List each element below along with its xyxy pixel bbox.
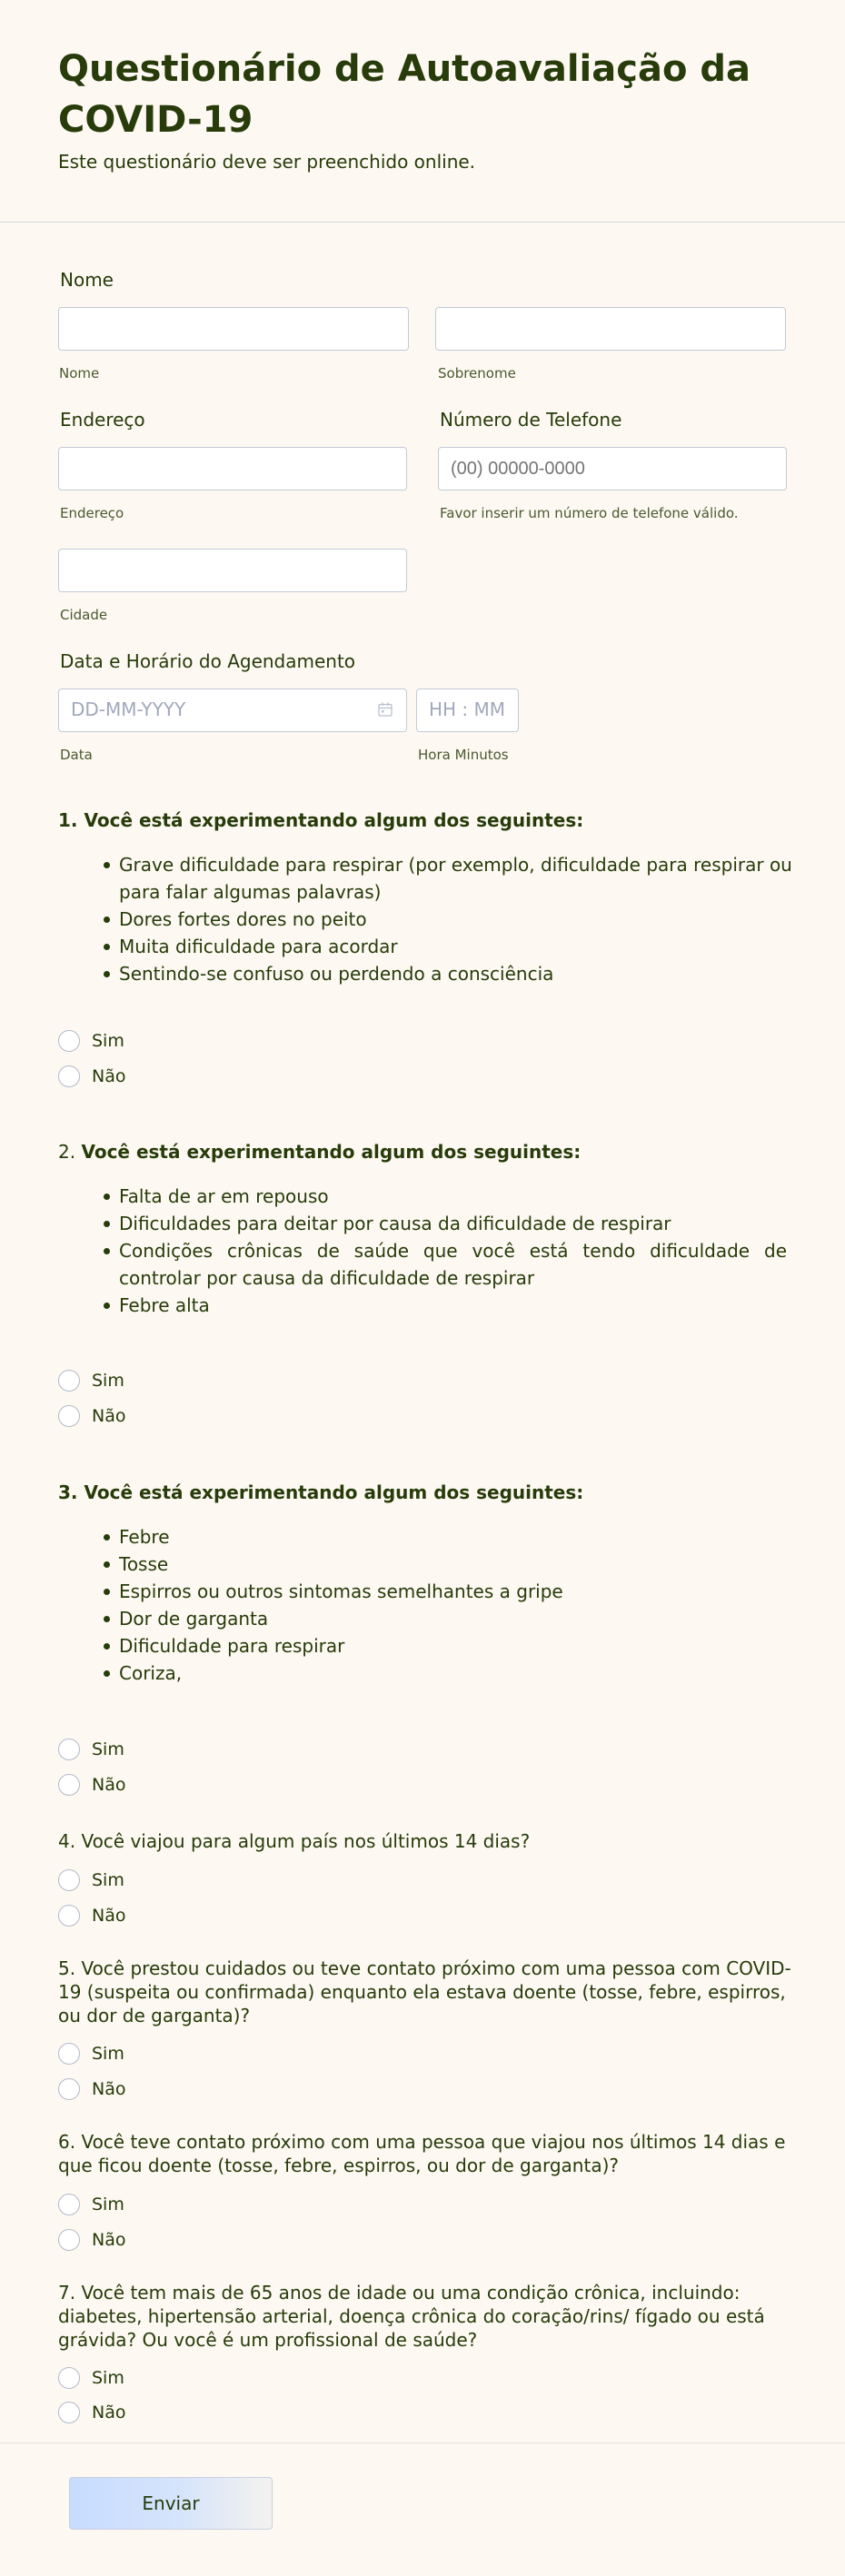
date-placeholder: DD-MM-YYYY (71, 698, 186, 720)
list-item: Febre (75, 1523, 801, 1551)
question-3-no[interactable] (58, 1773, 125, 1797)
radio-label: Sim (92, 1739, 124, 1759)
list-item: Grave dificuldade para respirar (por exemplo, dificuldade para respirar ou para falar algumas palavras) (75, 851, 801, 906)
radio-button[interactable] (58, 2078, 80, 2100)
radio-button[interactable] (58, 2194, 80, 2215)
list-item: Dor de garganta (75, 1605, 801, 1632)
question-2-title (58, 1140, 794, 1164)
question-2-text: Você está experimentando algum dos seguintes: (81, 1141, 582, 1163)
last-name-sublabel: Sobrenome (438, 365, 516, 381)
radio-label: Não (92, 1066, 126, 1086)
address-sublabel: Endereço (60, 505, 124, 521)
list-item: Falta de ar em repouso (75, 1183, 787, 1210)
question-1-title: 1. Você está experimentando algum dos seguintes: (58, 809, 584, 831)
form-subtitle: Este questionário deve ser preenchido online. (58, 151, 476, 173)
first-name-input[interactable] (58, 307, 409, 351)
radio-button[interactable] (58, 2367, 80, 2389)
list-item: Dificuldade para respirar (75, 1632, 801, 1660)
question-7-no[interactable] (58, 2401, 125, 2424)
list-item: Tosse (75, 1551, 801, 1578)
radio-button[interactable] (58, 2043, 80, 2065)
question-2-yes[interactable] (58, 1369, 124, 1392)
list-item: Dores fortes dores no peito (75, 906, 801, 933)
radio-label: Sim (92, 2195, 124, 2214)
city-input[interactable] (58, 549, 407, 592)
question-5-title: 5. Você prestou cuidados ou teve contato próximo com uma pessoa com COVID-19 (suspeita ou confirmada) enquanto ela estava doente (tosse, febre, espirros, ou dor de garganta)? (58, 1957, 791, 2026)
list-item: Sentindo-se confuso ou perdendo a consciência (75, 960, 801, 987)
form-header (0, 0, 845, 223)
radio-button[interactable] (58, 1905, 80, 1927)
question-7-yes[interactable] (58, 2366, 124, 2390)
name-label: Nome (60, 269, 114, 291)
phone-label: Número de Telefone (440, 409, 622, 431)
radio-button[interactable] (58, 1869, 80, 1891)
list-item: Muita dificuldade para acordar (75, 933, 801, 960)
calendar-icon[interactable] (377, 701, 393, 718)
phone-input[interactable] (438, 447, 787, 490)
list-item: Condições crônicas de saúde que você está tendo dificuldade de controlar por causa da dificuldade de respirar (75, 1237, 787, 1292)
list-item: Febre alta (75, 1292, 787, 1319)
question-1-yes[interactable] (58, 1029, 124, 1053)
question-5-no[interactable] (58, 2077, 125, 2101)
time-placeholder: HH : MM (429, 698, 506, 720)
date-input[interactable] (58, 689, 407, 732)
radio-label: Não (92, 1406, 126, 1426)
question-4-no[interactable] (58, 1904, 125, 1927)
form-title: Questionário de Autoavaliação da COVID-19 (58, 48, 751, 141)
question-1-no[interactable] (58, 1065, 125, 1088)
list-item: Coriza, (75, 1660, 801, 1687)
radio-button[interactable] (58, 1370, 80, 1392)
list-item: Espirros ou outros sintomas semelhantes a gripe (75, 1578, 801, 1605)
question-6-yes[interactable] (58, 2193, 124, 2216)
radio-label: Sim (92, 1371, 124, 1391)
time-sublabel: Hora Minutos (418, 747, 509, 763)
first-name-sublabel: Nome (59, 365, 100, 381)
submit-button[interactable]: Enviar (69, 2477, 273, 2530)
question-2-list (75, 1183, 787, 1319)
question-7-title: 7. Você tem mais de 65 anos de idade ou uma condição crônica, incluindo: diabetes, hipertensão arterial, doença crônica do coração/rins/ fígado ou está grávida? Ou você é um profissional de saúde? (58, 2282, 765, 2351)
question-2-number: 2. (58, 1141, 76, 1163)
radio-label: Sim (92, 2368, 124, 2388)
address-input[interactable] (58, 447, 407, 490)
radio-label: Não (92, 2079, 126, 2099)
time-input[interactable] (416, 689, 519, 732)
question-3-list (75, 1523, 801, 1687)
phone-sublabel: Favor inserir um número de telefone válido. (440, 505, 739, 521)
radio-button[interactable] (58, 1774, 80, 1796)
list-item: Dificuldades para deitar por causa da dificuldade de respirar (75, 1210, 787, 1237)
radio-label: Sim (92, 1031, 124, 1051)
question-4-title: 4. Você viajou para algum país nos últimos 14 dias? (58, 1830, 531, 1852)
address-label: Endereço (60, 409, 145, 431)
last-name-input[interactable] (435, 307, 786, 351)
question-3-title: 3. Você está experimentando algum dos seguintes: (58, 1481, 584, 1503)
radio-label: Não (92, 1906, 126, 1926)
appointment-label: Data e Horário do Agendamento (60, 650, 356, 672)
radio-button[interactable] (58, 1065, 80, 1087)
question-3-yes[interactable] (58, 1738, 124, 1761)
question-6-title: 6. Você teve contato próximo com uma pessoa que viajou nos últimos 14 dias e que ficou doente (tosse, febre, espirros, ou dor de garganta)? (58, 2131, 786, 2176)
radio-label: Sim (92, 2044, 124, 2064)
footer-divider (0, 2442, 845, 2443)
radio-label: Sim (92, 1870, 124, 1890)
question-5-yes[interactable] (58, 2042, 124, 2066)
radio-button[interactable] (58, 2229, 80, 2251)
radio-button[interactable] (58, 2402, 80, 2423)
radio-label: Não (92, 1775, 126, 1795)
question-4-yes[interactable] (58, 1868, 124, 1892)
radio-label: Não (92, 2403, 126, 2422)
date-sublabel: Data (60, 747, 93, 763)
radio-button[interactable] (58, 1739, 80, 1760)
question-2-no[interactable] (58, 1404, 125, 1428)
question-1-list (75, 851, 801, 987)
radio-button[interactable] (58, 1405, 80, 1427)
question-6-no[interactable] (58, 2228, 125, 2252)
city-sublabel: Cidade (60, 607, 108, 623)
radio-button[interactable] (58, 1030, 80, 1052)
radio-label: Não (92, 2230, 126, 2250)
